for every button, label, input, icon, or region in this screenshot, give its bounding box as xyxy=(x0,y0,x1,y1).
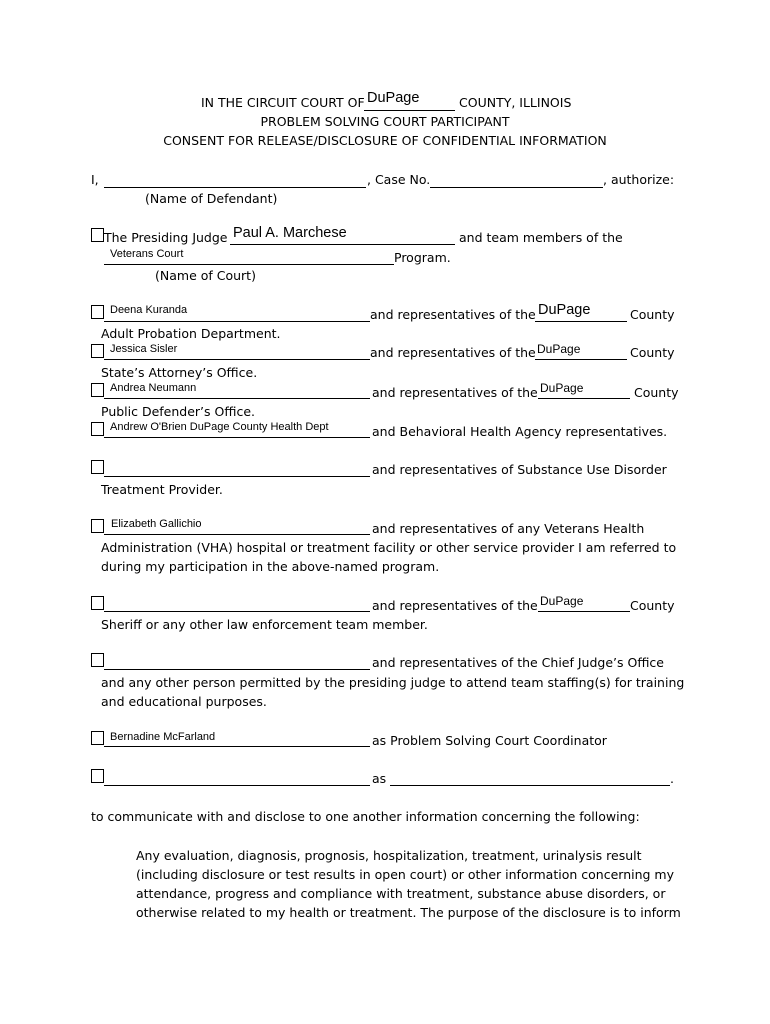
attorney-county-field[interactable]: DuPage xyxy=(537,342,581,356)
veterans-name-field[interactable]: Elizabeth Gallichio xyxy=(111,518,202,530)
coordinator-name-field[interactable]: Bernadine McFarland xyxy=(110,731,216,743)
header-line2: PROBLEM SOLVING COURT PARTICIPANT xyxy=(260,114,510,129)
attorney-name-field[interactable]: Jessica Sisler xyxy=(110,343,178,355)
sheriff-county-word: County xyxy=(630,598,675,613)
veterans-text: and representatives of any Veterans Health xyxy=(372,521,645,536)
defender-checkbox[interactable] xyxy=(91,383,104,397)
header-line1-suffix: COUNTY, ILLINOIS xyxy=(459,95,572,110)
coordinator-name-line xyxy=(104,746,370,747)
defender-name-line xyxy=(104,398,370,399)
defender-name-field[interactable]: Andrea Neumann xyxy=(110,382,197,394)
case-number-line xyxy=(430,187,603,188)
other-checkbox[interactable] xyxy=(91,769,104,783)
attorney-text: and representatives of the xyxy=(370,345,536,360)
judge-label: The Presiding Judge xyxy=(104,230,228,245)
health-name-field[interactable]: Andrew O'Brien DuPage County Health Dept xyxy=(110,421,329,433)
substance-name-line xyxy=(104,476,370,477)
attorney-county-line xyxy=(535,359,627,360)
chief-checkbox[interactable] xyxy=(91,653,104,667)
chief-text: and representatives of the Chief Judge’s Office xyxy=(372,655,664,670)
attorney-name-line xyxy=(104,359,370,360)
header-county-field[interactable]: DuPage xyxy=(367,90,420,106)
defender-line2: Public Defender’s Office. xyxy=(101,404,255,419)
communicate-text: to communicate with and disclose to one another information concerning the following: xyxy=(91,809,640,824)
header-county-line xyxy=(364,110,455,111)
judge-name-line xyxy=(230,244,455,245)
sheriff-checkbox[interactable] xyxy=(91,596,104,610)
defendant-name-line xyxy=(104,187,366,188)
veterans-line2: Administration (VHA) hospital or treatment facility or other service provider I am referred to xyxy=(101,540,677,555)
sheriff-county-field[interactable]: DuPage xyxy=(540,594,584,608)
sheriff-county-line xyxy=(538,611,630,612)
sheriff-name-line xyxy=(104,611,370,612)
coordinator-text: as Problem Solving Court Coordinator xyxy=(372,733,607,748)
health-checkbox[interactable] xyxy=(91,422,104,436)
header-line1-prefix: IN THE CIRCUIT COURT OF xyxy=(201,95,365,110)
program-label: Program. xyxy=(394,250,451,265)
court-name-field[interactable]: Veterans Court xyxy=(110,248,184,260)
chief-line2: and any other person permitted by the presiding judge to attend team staffing(s) for training xyxy=(101,675,685,690)
probation-name-field[interactable]: Deena Kuranda xyxy=(110,304,188,316)
probation-county-field[interactable]: DuPage xyxy=(538,302,591,318)
paragraph-line: attendance, progress and compliance with treatment, substance abuse disorders, or xyxy=(136,886,666,901)
judge-name-field[interactable]: Paul A. Marchese xyxy=(233,225,347,241)
defender-county-word: County xyxy=(634,385,679,400)
probation-line2: Adult Probation Department. xyxy=(101,326,281,341)
judge-suffix: and team members of the xyxy=(459,230,623,245)
substance-line2: Treatment Provider. xyxy=(101,482,223,497)
sheriff-text: and representatives of the xyxy=(372,598,538,613)
authorize-prefix: I, xyxy=(91,172,99,187)
attorney-county-word: County xyxy=(630,345,675,360)
attorney-checkbox[interactable] xyxy=(91,344,104,358)
health-name-line xyxy=(104,437,370,438)
case-label: , Case No. xyxy=(367,172,431,187)
header-line3: CONSENT FOR RELEASE/DISCLOSURE OF CONFIDENTIAL INFORMATION xyxy=(163,133,607,148)
paragraph-line: (including disclosure or test results in open court) or other information concerning my xyxy=(136,867,674,882)
probation-checkbox[interactable] xyxy=(91,305,104,319)
veterans-checkbox[interactable] xyxy=(91,519,104,533)
defender-county-field[interactable]: DuPage xyxy=(540,381,584,395)
defender-text: and representatives of the xyxy=(372,385,538,400)
veterans-name-line xyxy=(104,534,370,535)
coordinator-checkbox[interactable] xyxy=(91,731,104,745)
substance-checkbox[interactable] xyxy=(91,460,104,474)
attorney-line2: State’s Attorney’s Office. xyxy=(101,365,258,380)
authorize-suffix: , authorize: xyxy=(603,172,675,187)
veterans-line3: during my participation in the above-named program. xyxy=(101,559,440,574)
health-text: and Behavioral Health Agency representatives. xyxy=(372,424,668,439)
other-role-line xyxy=(390,785,670,786)
probation-county-word: County xyxy=(630,307,675,322)
probation-text: and representatives of the xyxy=(370,307,536,322)
judge-checkbox[interactable] xyxy=(91,228,104,242)
chief-name-line xyxy=(104,669,370,670)
other-name-line xyxy=(104,785,370,786)
court-name-line xyxy=(104,264,394,265)
defender-county-line xyxy=(538,398,630,399)
substance-text: and representatives of Substance Use Disorder xyxy=(372,462,667,477)
probation-name-line xyxy=(104,321,370,322)
defendant-caption: (Name of Defendant) xyxy=(145,191,278,206)
chief-line3: and educational purposes. xyxy=(101,694,267,709)
other-end: . xyxy=(670,771,674,786)
court-caption: (Name of Court) xyxy=(155,268,256,283)
sheriff-line2: Sheriff or any other law enforcement team member. xyxy=(101,617,428,632)
paragraph-line: otherwise related to my health or treatment. The purpose of the disclosure is to inform xyxy=(136,905,681,920)
other-as-label: as xyxy=(372,771,387,786)
probation-county-line xyxy=(535,321,627,322)
paragraph-line: Any evaluation, diagnosis, prognosis, hospitalization, treatment, urinalysis result xyxy=(136,848,642,863)
